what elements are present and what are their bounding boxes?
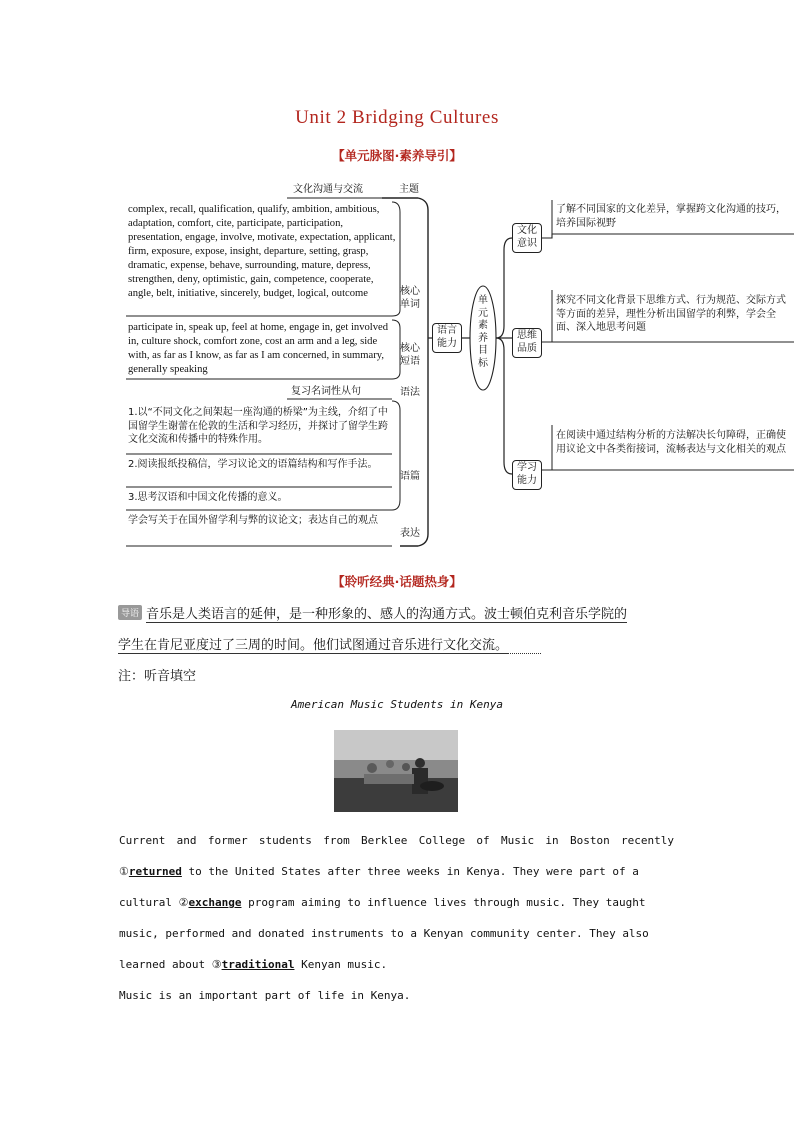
- answer-blank-3: traditional: [221, 958, 295, 971]
- intro-text-2: 学生在肯尼亚度过了三周的时间。他们试图通过音乐进行文化交流。: [118, 638, 509, 653]
- article-line-2-text: to the United States after three weeks in Kenya. They were part of a: [181, 865, 639, 878]
- answer-blank-1: returned: [128, 865, 182, 878]
- discourse-item-3: 3.思考汉语和中国文化传播的意义。: [128, 492, 288, 503]
- thinking-quality-node: 思维 品质: [512, 328, 542, 358]
- discourse-item-1: 1.以“不同文化之间架起一座沟通的桥梁”为主线，介绍了中国留学生谢蕾在伦敦的生活和学习经历，并探讨了留学生跨文化交流和传播中的特殊作用。: [128, 407, 388, 445]
- article-line-5b: Kenyan music.: [294, 958, 388, 971]
- theme-label: 主题: [399, 184, 419, 195]
- language-ability-node: 语言 能力: [432, 323, 462, 353]
- intro-line-2: [118, 634, 678, 653]
- grammar-text: 复习名词性从句: [291, 386, 361, 397]
- thinking-quality-text: 探究不同文化背景下思维方式、行为规范、交际方式等方面的差异，理性分析出国留学的利弊，学会全面、深入地思考问题: [556, 295, 786, 333]
- section-heading-mindmap: 【单元脉图·素养导引】: [332, 148, 462, 163]
- article-line-4: music, performed and donated instruments to a Kenyan community center. They also: [119, 927, 649, 940]
- core-phrases-label: 核心 短语: [400, 343, 420, 367]
- expression-label: 表达: [400, 528, 420, 539]
- discourse-label: 语篇: [400, 471, 420, 482]
- blank-number-1: ①: [119, 865, 129, 878]
- article-line-1: Current and former students from Berklee College of Music in Boston recently: [119, 834, 674, 847]
- article-photo: [334, 730, 458, 812]
- blank-number-2: ②: [178, 896, 189, 909]
- article-line-3b: program aiming to influence lives through music. They taught: [241, 896, 646, 909]
- article-line-5: [119, 958, 674, 971]
- blank-number-3: ③: [211, 958, 222, 971]
- theme-text: 文化沟通与交流: [293, 184, 363, 195]
- article-line-5a: learned about: [119, 958, 212, 971]
- article-line-3: [119, 896, 674, 909]
- core-phrases-text: participate in, speak up, feel at home, engage in, get involved in, culture shock, comfort zone, cost an arm and a leg, side with, as far as I know, as far as I am concerned, in summary, generally speaking: [128, 322, 389, 375]
- expression-text: 学会写关于在国外留学利与弊的议论文；表达自己的观点: [128, 515, 378, 526]
- page-title: Unit 2 Bridging Cultures: [295, 107, 499, 128]
- article-line-3a: cultural: [119, 896, 179, 909]
- learning-ability-node: 学习 能力: [512, 460, 542, 490]
- answer-blank-2: exchange: [188, 896, 242, 909]
- core-vocabulary-text: complex, recall, qualification, qualify, ambition, ambitious, adaptation, comfort, cite, participate, participation, presentation, engage, involve, motivate, expectation, applicant, firm, exposure, expose, insight, departure, setting, grasp, dramatic, expense, behave, surrounding, mature, depress, strengthen, deny, optimistic, gain, competence, cooperate, angle, belt, initiative, sincerely, budget, logical, outcome: [128, 204, 396, 299]
- learning-ability-text: 在阅读中通过结构分析的方法解决长句障碍，正确使用议论文中各类衔接词，流畅表达与文化相关的观点: [556, 430, 786, 455]
- intro-text-1: 音乐是人类语言的延伸，是一种形象的、感人的沟通方式。波士顿伯克利音乐学院的: [146, 607, 628, 622]
- grammar-label: 语法: [400, 387, 420, 398]
- unit-core-goals-node: 单 元 素 养 目 标: [478, 295, 488, 369]
- article-line-6: Music is an important part of life in Kenya.: [119, 989, 411, 1002]
- article-title: American Music Students in Kenya: [291, 698, 503, 711]
- intro-note: 注：听音填空: [118, 669, 197, 684]
- cultural-awareness-node: 文化 意识: [512, 223, 542, 253]
- cultural-awareness-text: 了解不同国家的文化差异，掌握跨文化沟通的技巧，培养国际视野: [556, 204, 786, 229]
- article-line-2: [119, 865, 674, 878]
- section-heading-listening: 【聆听经典·话题热身】: [332, 574, 462, 589]
- intro-line-1: [118, 603, 678, 622]
- intro-badge: 导语: [118, 605, 142, 620]
- core-vocabulary-label: 核心 单词: [400, 286, 420, 310]
- discourse-item-2: 2.阅读报纸投稿信，学习议论文的语篇结构和写作手法。: [128, 459, 378, 470]
